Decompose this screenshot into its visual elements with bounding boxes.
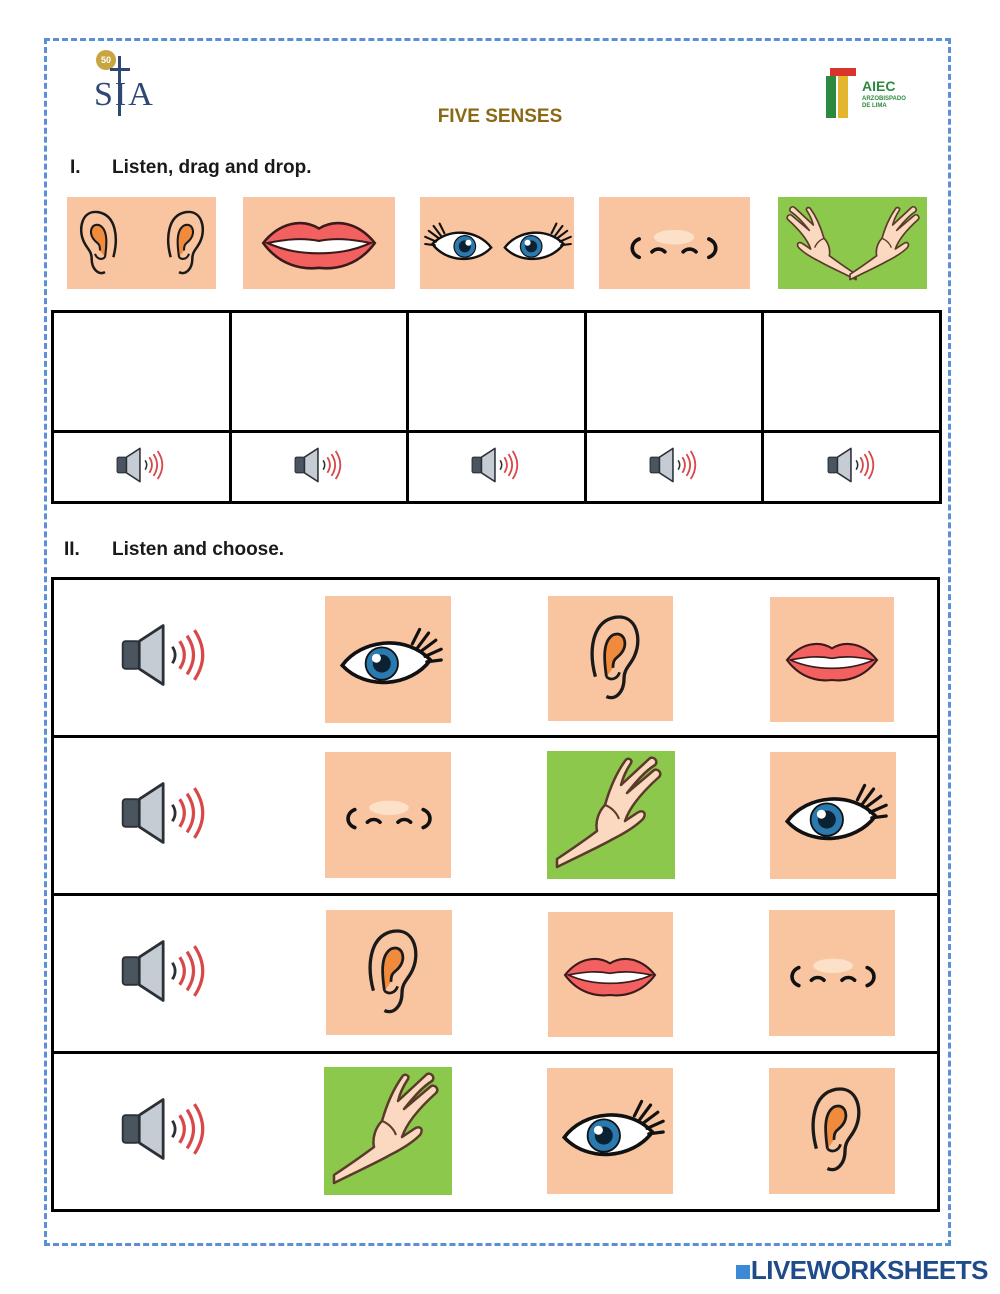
speaker-icon[interactable] xyxy=(119,620,211,695)
drop-slot-2[interactable] xyxy=(230,312,408,432)
hand-icon xyxy=(551,755,671,875)
mouth-icon xyxy=(782,635,882,685)
option-nose[interactable] xyxy=(769,910,895,1036)
crossbar-icon xyxy=(110,68,130,71)
drop-slot-5[interactable] xyxy=(763,312,941,432)
ear-icon xyxy=(358,922,424,1022)
row-audio-cell xyxy=(53,579,277,737)
option-eye[interactable] xyxy=(325,596,451,723)
anniversary-badge: 50 xyxy=(96,50,116,70)
drag-card-hands[interactable] xyxy=(778,197,927,289)
row-audio-cell xyxy=(53,895,277,1053)
eye-icon xyxy=(424,219,496,269)
option-mouth[interactable] xyxy=(770,597,894,722)
nose-icon xyxy=(779,946,887,1000)
section-1-heading xyxy=(70,157,312,179)
option-nose[interactable] xyxy=(325,752,451,878)
option-eye[interactable] xyxy=(547,1068,673,1194)
eye-icon xyxy=(780,780,888,852)
audio-cell-2 xyxy=(230,432,408,503)
school-logo-text: SIA xyxy=(94,76,155,113)
choose-row-3 xyxy=(53,895,939,1053)
option-eye[interactable] xyxy=(770,752,896,879)
drag-drop-table xyxy=(51,310,942,504)
speaker-icon[interactable] xyxy=(119,936,211,1011)
section-1-instruction: Listen, drag and drop. xyxy=(112,157,312,178)
speaker-icon[interactable] xyxy=(648,446,700,489)
liveworksheets-brand xyxy=(736,1255,988,1286)
option-mouth[interactable] xyxy=(548,912,673,1037)
drop-slot-1[interactable] xyxy=(53,312,231,432)
audio-cell-1 xyxy=(53,432,231,503)
section-2-heading xyxy=(64,539,284,561)
section-2-instruction: Listen and choose. xyxy=(112,539,285,560)
ear-icon xyxy=(75,203,125,283)
speaker-icon[interactable] xyxy=(826,446,878,489)
eye-icon xyxy=(500,219,572,269)
option-hand[interactable] xyxy=(324,1067,452,1195)
nose-icon xyxy=(619,217,729,272)
mouth-icon xyxy=(560,950,660,1000)
aiec-logo-text: AIEC xyxy=(862,78,896,94)
option-ear[interactable] xyxy=(548,596,673,721)
speaker-icon[interactable] xyxy=(119,1094,211,1169)
option-ear[interactable] xyxy=(326,910,452,1035)
drag-card-nose[interactable] xyxy=(599,197,750,289)
ear-icon xyxy=(159,203,209,283)
row-audio-cell xyxy=(53,1053,277,1211)
section-1-number: I. xyxy=(70,157,81,178)
brand-text: LIVEWORKSHEETS xyxy=(750,1255,988,1285)
eye-icon xyxy=(557,1096,665,1168)
eye-icon xyxy=(335,624,443,696)
audio-cell-5 xyxy=(763,432,941,503)
speaker-icon[interactable] xyxy=(293,446,345,489)
choose-table xyxy=(51,577,940,1212)
section-2-number: II. xyxy=(64,539,80,560)
choose-row-4 xyxy=(53,1053,939,1211)
nose-icon xyxy=(335,788,443,842)
option-hand[interactable] xyxy=(547,751,675,879)
brand-logo-icon xyxy=(736,1265,750,1279)
ear-icon xyxy=(580,608,646,708)
audio-cell-3 xyxy=(408,432,586,503)
drag-card-mouth[interactable] xyxy=(243,197,395,289)
drag-card-eyes[interactable] xyxy=(420,197,574,289)
row-audio-cell xyxy=(53,737,277,895)
drag-card-ears[interactable] xyxy=(67,197,216,289)
audio-cell-4 xyxy=(585,432,763,503)
speaker-icon[interactable] xyxy=(115,446,167,489)
drop-slot-3[interactable] xyxy=(408,312,586,432)
ear-icon xyxy=(801,1080,867,1180)
hand-icon xyxy=(846,205,926,285)
speaker-icon[interactable] xyxy=(119,778,211,853)
choose-row-2 xyxy=(53,737,939,895)
hand-icon xyxy=(328,1071,448,1191)
aiec-logo-subtext: ARZOBISPADO DE LIMA xyxy=(862,96,906,109)
page-title: FIVE SENSES xyxy=(437,106,563,127)
choose-row-1 xyxy=(53,579,939,737)
speaker-icon[interactable] xyxy=(470,446,522,489)
mouth-icon xyxy=(257,212,381,274)
option-ear[interactable] xyxy=(769,1068,895,1194)
drop-slot-4[interactable] xyxy=(585,312,763,432)
